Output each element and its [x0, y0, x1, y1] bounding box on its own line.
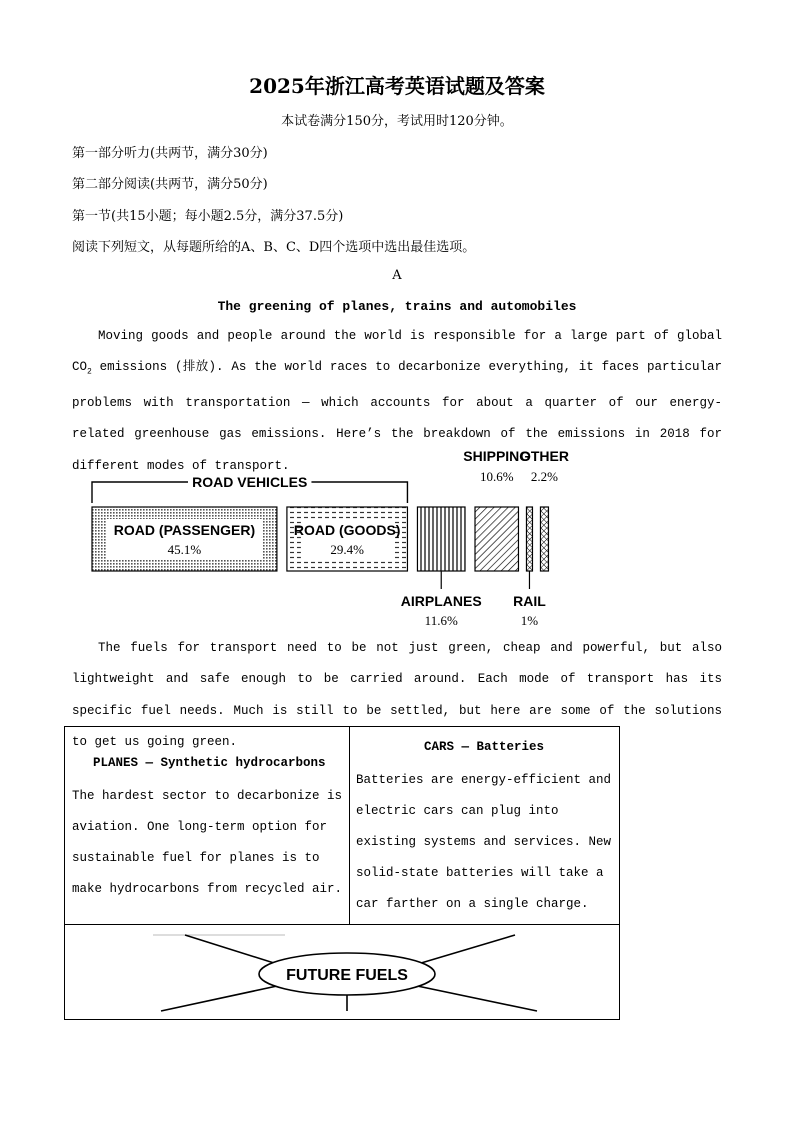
exam-info: 本试卷满分150分，考试用时120分钟。	[281, 114, 513, 129]
section1-heading: 第一节(共15小题；每小题2.5分，满分37.5分)	[72, 209, 344, 224]
value-label: 45.1%	[167, 542, 202, 557]
page-title: 2025年浙江高考英语试题及答案	[249, 74, 545, 98]
planes-text: The hardest sector to decarbonize is aviation. One long-term option for sustainable fuel for planes is to make hydrocarbons from recycled air.	[72, 789, 343, 896]
cars-cell	[350, 727, 619, 925]
future-fuels-label: FUTURE FUELS	[286, 967, 408, 984]
passage-title: The greening of planes, trains and automobiles	[217, 299, 577, 314]
value-label: 2.2%	[530, 469, 559, 484]
category-label: AIRPLANES	[400, 593, 482, 609]
value-label: 1%	[520, 613, 539, 628]
paragraph-2-text: The fuels for transport need to be not just green, cheap and powerful, but also lightweight and safe enough to be carried around. Each mode of transport has its specific fuel needs. Much is still to be settled, but here are some of the solutions to get us going green.	[72, 641, 722, 749]
bar-airplanes	[417, 507, 465, 571]
value-label: 10.6%	[479, 469, 514, 484]
cars-text: Batteries are energy-efficient and electric cars can plug into existing systems and services. New solid-state batteries will take a car farther on a single charge.	[356, 773, 612, 911]
part2-heading: 第二部分阅读(共两节，满分50分)	[72, 177, 268, 192]
planes-title: PLANES — Synthetic hydrocarbons	[93, 756, 326, 770]
category-label: ROAD (PASSENGER)	[113, 522, 256, 538]
value-label: 11.6%	[424, 613, 458, 628]
future-fuels-box	[64, 726, 620, 1020]
co2-subscript: 2	[87, 367, 92, 377]
paragraph-1-start: Moving goods and people around the world is responsible for a large part of global CO	[72, 329, 722, 375]
cars-title: CARS — Batteries	[424, 740, 545, 754]
bar-other	[540, 507, 548, 571]
passage-letter: A	[392, 268, 402, 283]
bracket-line	[92, 482, 188, 503]
instruction-text: 阅读下列短文，从每题所给的A、B、C、D四个选项中选出最佳选项。	[72, 240, 476, 255]
spoke-line	[403, 983, 537, 1011]
spoke-line	[161, 983, 291, 1011]
bar-rail	[526, 507, 532, 571]
category-label: OTHER	[519, 448, 569, 464]
bar-shipping	[475, 507, 518, 571]
value-label: 29.4%	[330, 542, 364, 557]
bracket-line	[311, 482, 407, 503]
part1-heading: 第一部分听力(共两节，满分30分)	[72, 146, 268, 161]
category-label: SHIPPING	[463, 448, 531, 464]
group-label: ROAD VEHICLES	[192, 474, 308, 490]
category-label: RAIL	[513, 593, 546, 609]
category-label: ROAD (GOODS)	[293, 522, 401, 538]
planes-cell	[65, 727, 350, 925]
emissions-chart	[80, 440, 610, 630]
future-fuels-diagram	[65, 925, 619, 1019]
paragraph-1-rest: emissions (排放). As the world races to decarbonize everything, it faces particular problems with transportation — which accounts for about a quarter of our energy-related greenhouse gas emissions. Here’s the breakdown of the emissions in 2018 for different modes of transport.	[72, 360, 722, 473]
